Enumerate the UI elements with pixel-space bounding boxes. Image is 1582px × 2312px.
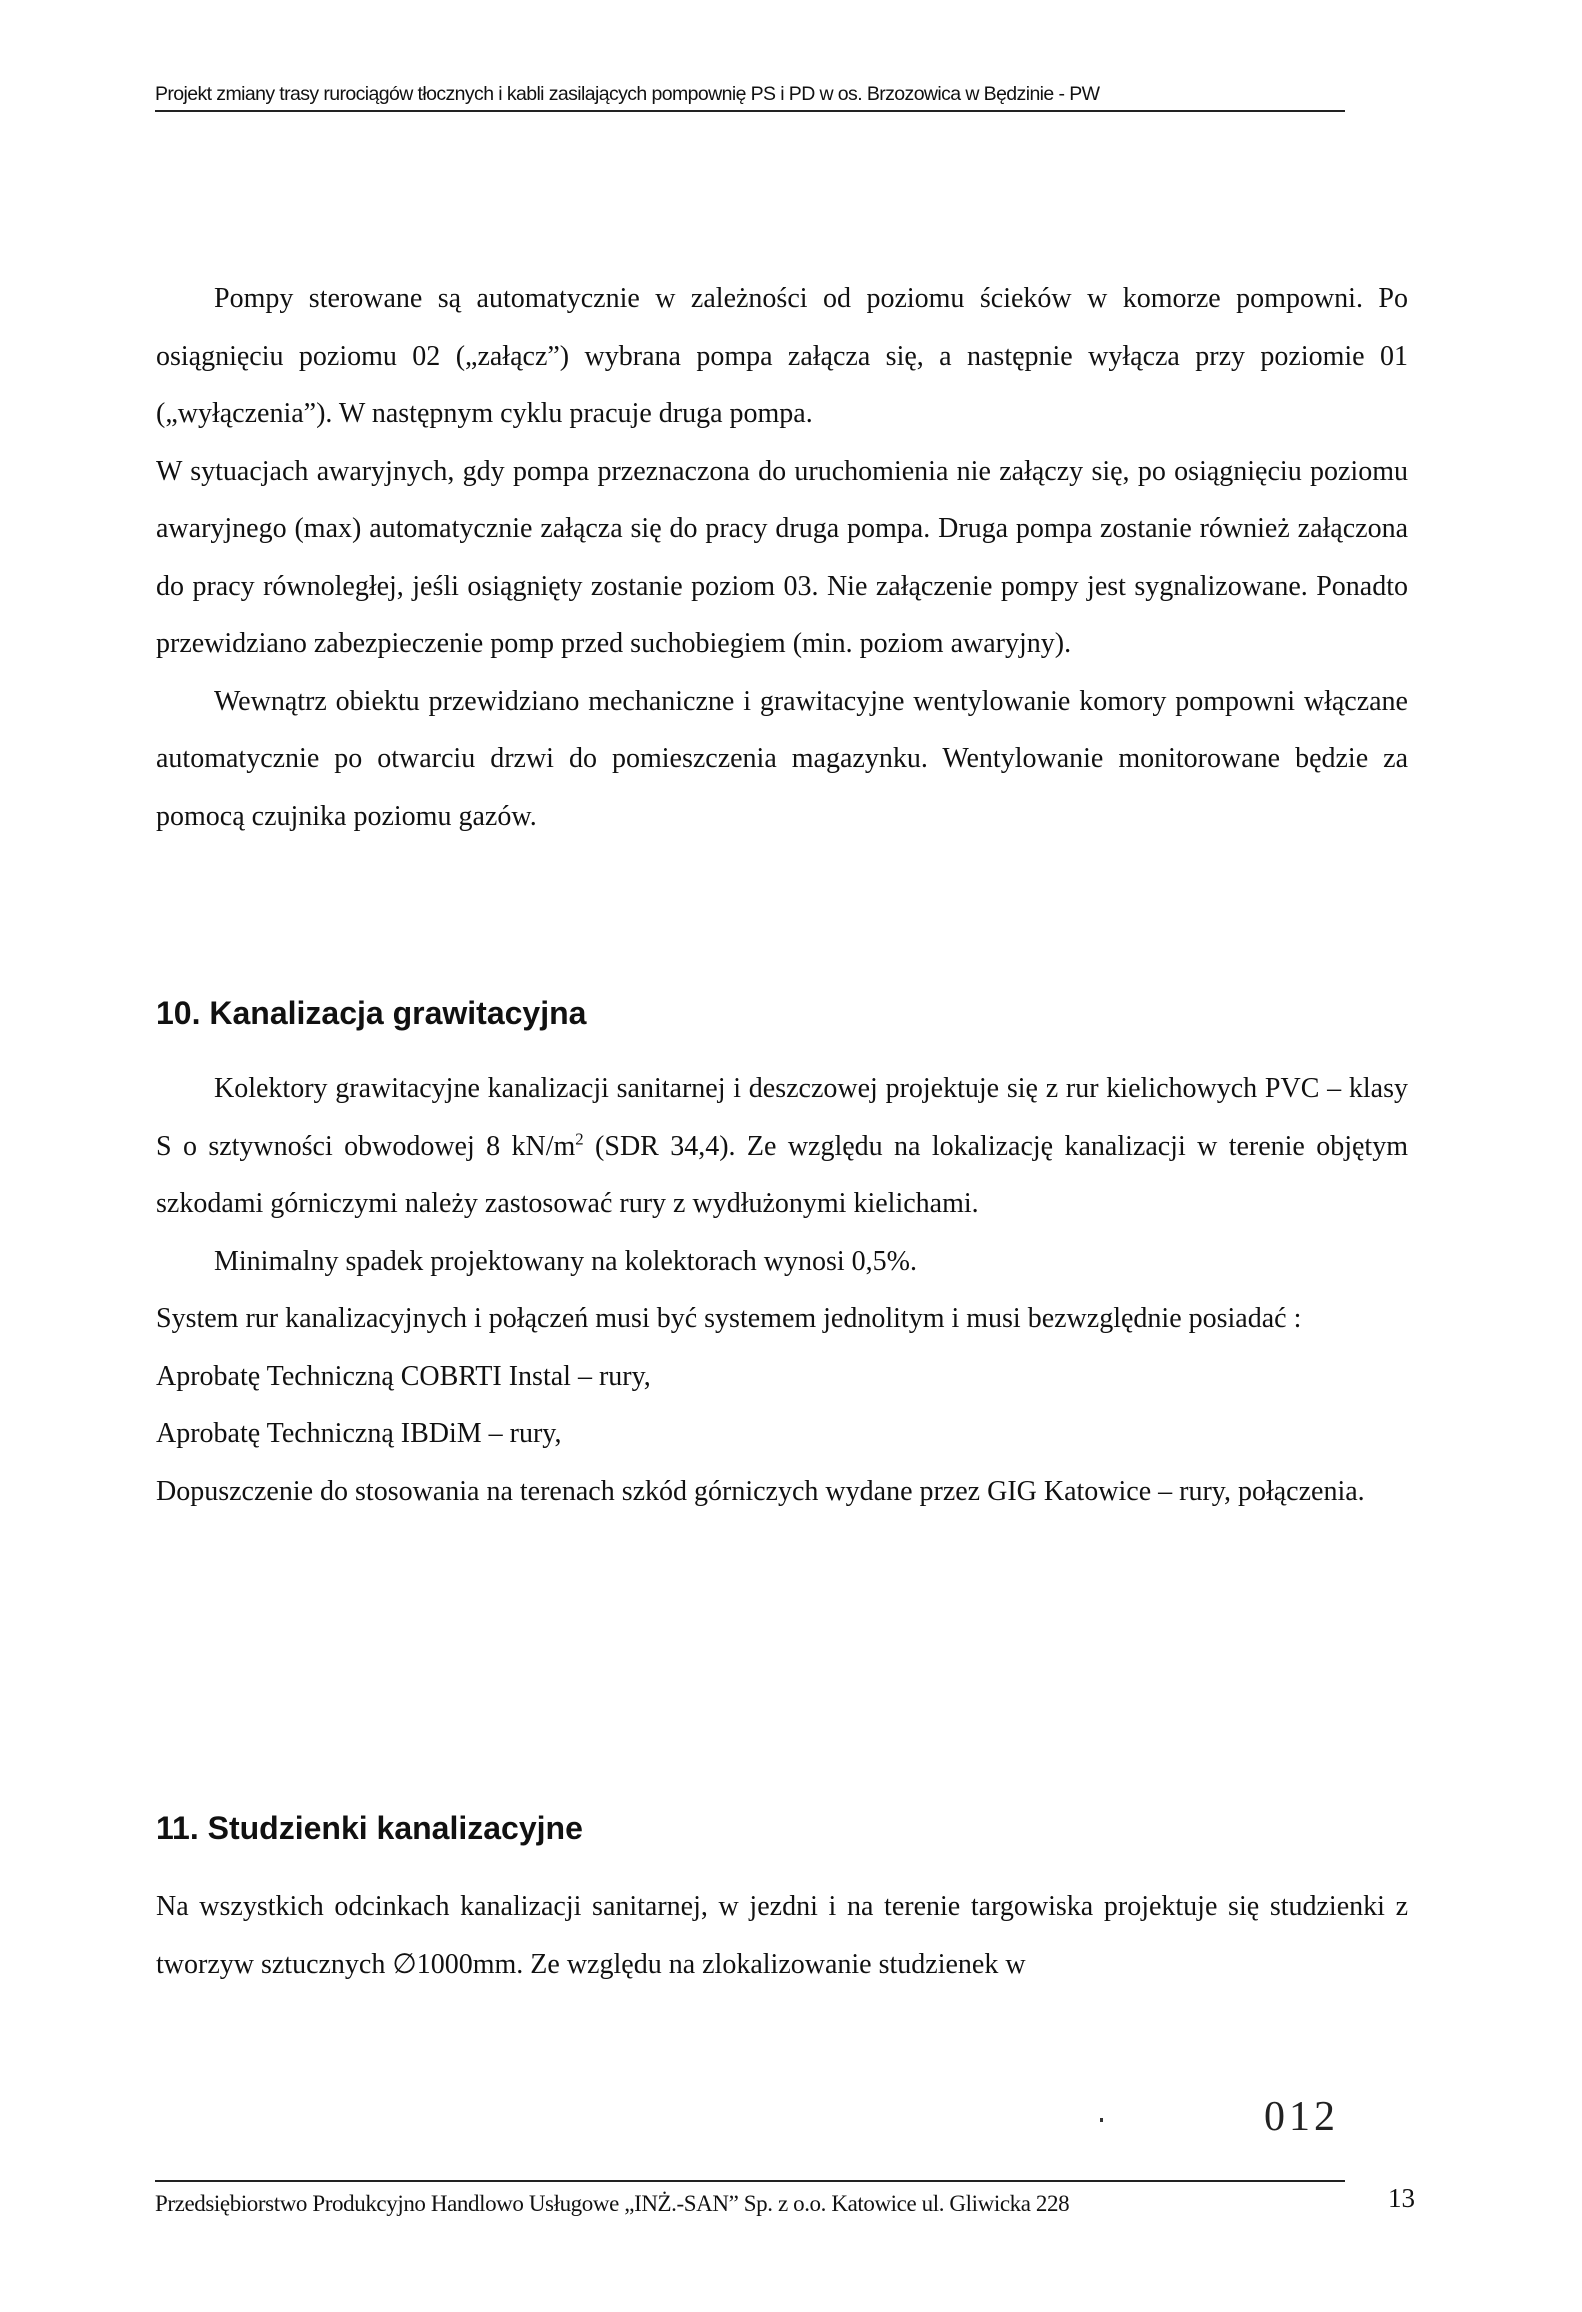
intro-paragraph-1: Pompy sterowane są automatycznie w zależności od poziomu ścieków w komorze pompowni. Po osiągnięciu poziomu 02 („załącz”) wybrana pompa załącza się, a następnie wyłącza przy poziomie 01 („wyłączenia”). W następnym cyklu pracuje druga pompa. (156, 283, 1408, 429)
section-10-paragraph-3: System rur kanalizacyjnych i połączeń musi być systemem jednolitym i musi bezwzględnie posiadać : (156, 1303, 1302, 1334)
section-10-paragraph-2: Minimalny spadek projektowany na kolektorach wynosi 0,5%. (214, 1245, 917, 1277)
section-11-heading: 11. Studzienki kanalizacyjne (156, 1810, 583, 1846)
section-10-list-item-2: Aprobatę Techniczną IBDiM – rury, (156, 1418, 562, 1449)
section-10-list-item-3: Dopuszczenie do stosowania na terenach szkód górniczych wydane przez GIG Katowice – rury, połączenia. (156, 1475, 1365, 1507)
section-11-paragraph-1: Na wszystkich odcinkach kanalizacji sanitarnej, w jezdni i na terenie targowiska projektuje się studzienki z tworzyw sztucznych ∅1000mm. Ze względu na zlokalizowanie studzienek w (156, 1891, 1408, 1980)
section-10-paragraph-1-text-a: Kolektory grawitacyjne kanalizacji sanitarnej i deszczowej projektuje się z rur kielichowych PVC – klasy S o sztywności obwodowej 8 kN/m (156, 1073, 1408, 1162)
section-10-paragraph-1-text-b: (SDR 34,4). Ze względu na lokalizację kanalizacji w terenie objętym szkodami górniczymi należy zastosować rury z wydłużonymi kielichami. (156, 1130, 1408, 1219)
handwritten-page-stamp: 012 (1264, 2094, 1339, 2140)
superscript-squared: 2 (575, 1129, 584, 1149)
stamp-mark (1100, 2118, 1103, 2122)
page-header: Projekt zmiany trasy rurociągów tłocznych i kabli zasilających pompownię PS i PD w os. Brzozowica w Będzinie - PW (155, 83, 1100, 105)
intro-paragraph-2: W sytuacjach awaryjnych, gdy pompa przeznaczona do uruchomienia nie załączy się, po osiągnięciu poziomu awaryjnego (max) automatycznie załącza się do pracy druga pompa. Druga pompa zostanie również załączona do pracy równoległej, jeśli osiągnięty zostanie poziom 03. Nie załączenie pompy jest sygnalizowane. Ponadto przewidziano zabezpieczenie pomp przed suchobiegiem (min. poziom awaryjny). (156, 455, 1408, 659)
intro-section (156, 270, 1408, 845)
section-11-body (156, 1878, 1408, 1993)
section-10-list-item-1: Aprobatę Techniczną COBRTI Instal – rury, (156, 1360, 651, 1392)
page-footer: Przedsiębiorstwo Produkcyjno Handlowo Usługowe „INŻ.-SAN” Sp. z o.o. Katowice ul. Gliwicka 228 (155, 2191, 1070, 2216)
section-10-body (156, 1060, 1408, 1520)
header-divider (155, 110, 1345, 112)
section-10-paragraph-1 (156, 1060, 1408, 1233)
footer-divider (155, 2180, 1345, 2182)
section-10-heading: 10. Kanalizacja grawitacyjna (156, 995, 587, 1031)
page-number: 13 (1388, 2183, 1415, 2213)
intro-paragraph-3: Wewnątrz obiektu przewidziano mechaniczne i grawitacyjne wentylowanie komory pompowni włączane automatycznie po otwarciu drzwi do pomieszczenia magazynku. Wentylowanie monitorowane będzie za pomocą czujnika poziomu gazów. (156, 685, 1408, 832)
